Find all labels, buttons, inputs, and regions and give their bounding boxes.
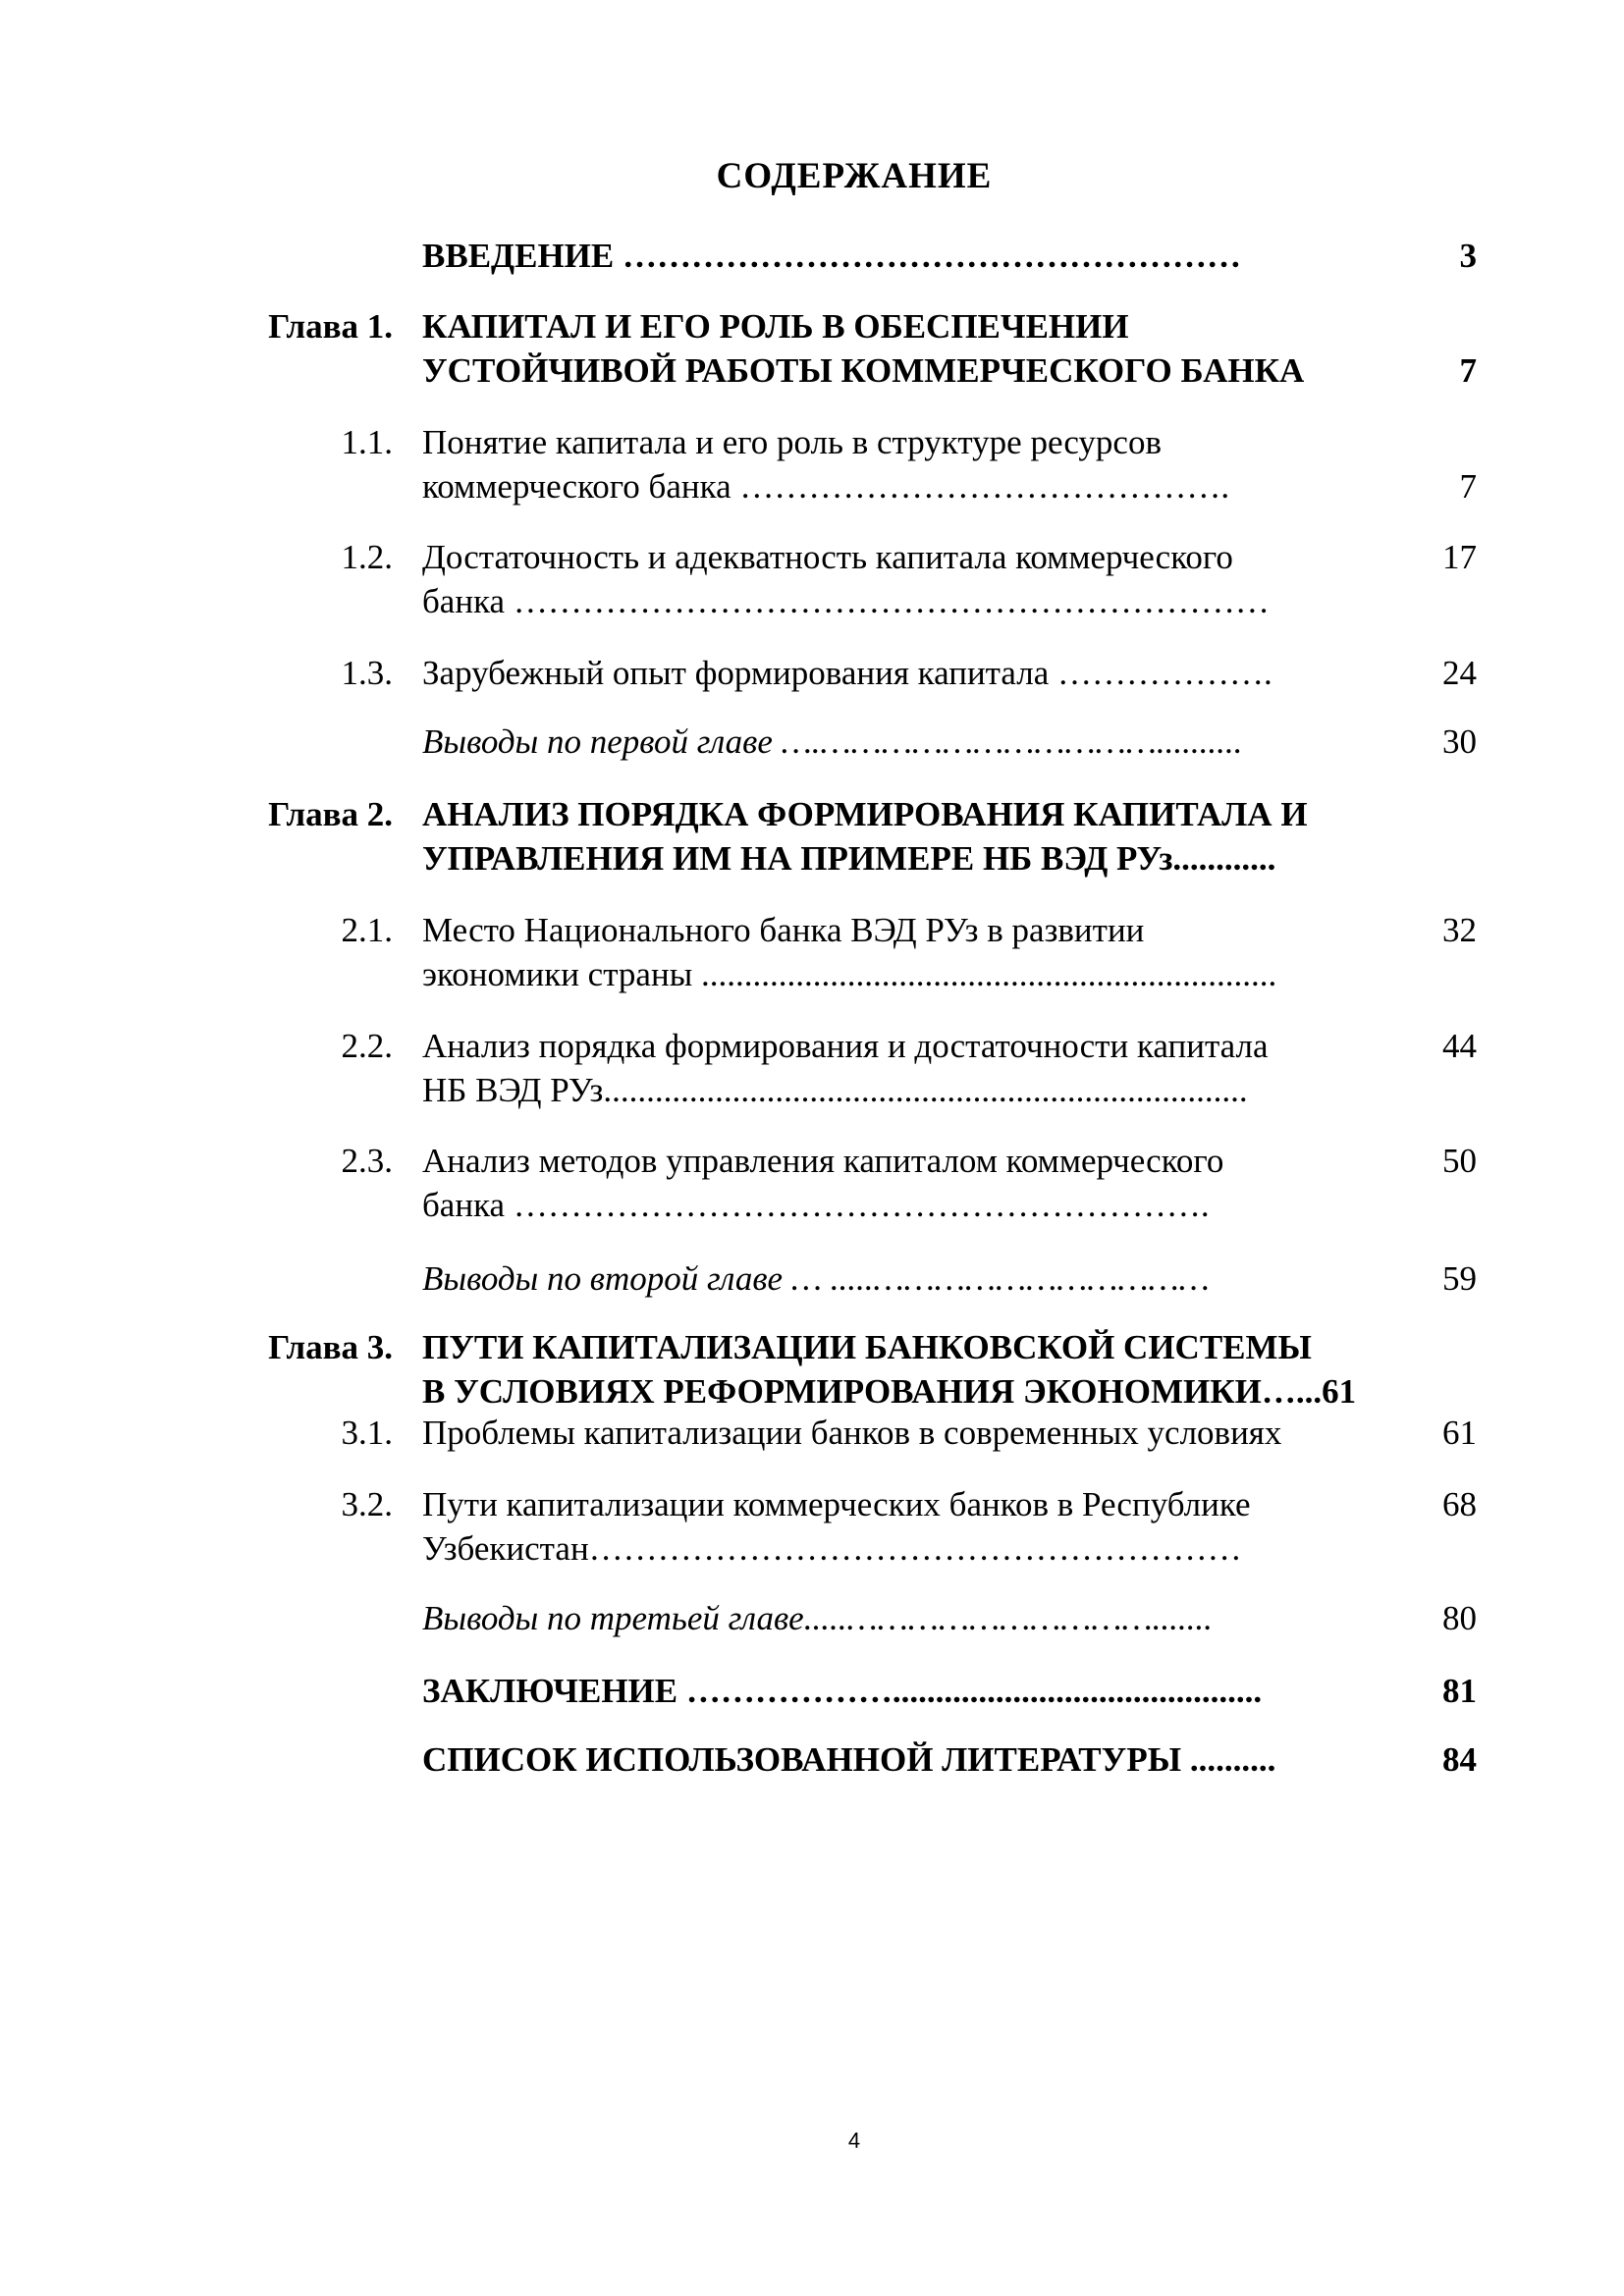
toc-entry-label: Глава 1.: [268, 307, 393, 346]
toc-entry-label: Глава 3.: [268, 1328, 393, 1366]
toc-entry-page: 61: [1442, 1414, 1477, 1452]
toc-entry-page: 44: [1442, 1027, 1477, 1065]
toc-entry-line: банка …………………………………………………………: [422, 582, 1270, 620]
toc-entry-line: Понятие капитала и его роль в структуре ресурсов: [422, 423, 1162, 461]
toc-entry-page: 80: [1442, 1599, 1477, 1637]
toc-entry-line: В УСЛОВИЯХ РЕФОРМИРОВАНИЯ ЭКОНОМИКИ…...61: [422, 1372, 1357, 1411]
toc-entry-line: Место Национального банка ВЭД РУз в развитии: [422, 911, 1145, 949]
toc-entry-line: ПУТИ КАПИТАЛИЗАЦИИ БАНКОВСКОЙ СИСТЕМЫ: [422, 1328, 1312, 1366]
toc-entry-text: [422, 304, 1384, 393]
toc-entry-text: [422, 420, 1384, 508]
toc-entry-text: [422, 792, 1384, 881]
toc-entry-label: 2.3.: [341, 1142, 393, 1180]
toc-entry-line: Зарубежный опыт формирования капитала ……………….: [422, 654, 1272, 692]
toc-entry-text: [422, 1482, 1384, 1571]
toc-entry-text: [422, 720, 1384, 764]
toc-entry-line: Анализ методов управления капиталом коммерческого: [422, 1142, 1224, 1180]
toc-title: СОДЕРЖАНИЕ: [716, 156, 993, 196]
toc-entry-line: коммерческого банка …………………………………….: [422, 467, 1230, 506]
toc-entry-line: УПРАВЛЕНИЯ ИМ НА ПРИМЕРЕ НБ ВЭД РУз............: [422, 839, 1276, 878]
toc-entry-label: 3.1.: [341, 1414, 393, 1452]
toc-entry-text: [422, 1256, 1384, 1301]
toc-entry-line: НБ ВЭД РУз...........................................................................: [422, 1071, 1248, 1109]
toc-entry-text: [422, 908, 1384, 996]
toc-entry-page: 32: [1442, 911, 1477, 949]
toc-entry-page: 59: [1442, 1259, 1477, 1298]
toc-entry-text: [422, 1325, 1384, 1414]
toc-entry-line: Выводы по третьей главе.....………………………….......: [422, 1599, 1213, 1637]
toc-entry-text: [422, 234, 1384, 278]
toc-entry-line: Достаточность и адекватность капитала коммерческого: [422, 538, 1233, 576]
toc-entry-line: Пути капитализации коммерческих банков в Республике: [422, 1485, 1251, 1523]
toc-entry-page: 50: [1442, 1142, 1477, 1180]
toc-entry-text: [422, 1411, 1384, 1455]
toc-entry-page: 81: [1442, 1672, 1477, 1710]
toc-entry-label: 1.2.: [341, 538, 393, 576]
toc-entry-text: [422, 1024, 1384, 1112]
toc-entry-page: 17: [1442, 538, 1477, 576]
toc-entry-line: экономики страны ...................................................................: [422, 955, 1277, 993]
toc-entry-text: [422, 1737, 1384, 1782]
toc-entry-line: УСТОЙЧИВОЙ РАБОТЫ КОММЕРЧЕСКОГО БАНКА: [422, 351, 1305, 390]
toc-entry-text: [422, 1669, 1384, 1713]
toc-entry-page: 3: [1459, 237, 1477, 275]
toc-entry-page: 7: [1459, 467, 1477, 506]
toc-entry-page: 84: [1442, 1740, 1477, 1779]
toc-entry-page: 7: [1459, 351, 1477, 390]
toc-entry-label: 3.2.: [341, 1485, 393, 1523]
toc-entry-page: 30: [1442, 722, 1477, 761]
toc-entry-line: банка …………………………………………………….: [422, 1186, 1210, 1224]
toc-entry-text: [422, 651, 1384, 695]
toc-entry-page: 68: [1442, 1485, 1477, 1523]
toc-entry-page: 24: [1442, 654, 1477, 692]
toc-entry-line: АНАЛИЗ ПОРЯДКА ФОРМИРОВАНИЯ КАПИТАЛА И: [422, 795, 1308, 833]
toc-entry-line: ЗАКЛЮЧЕНИЕ ………………...........................................: [422, 1672, 1263, 1710]
toc-entry-line: КАПИТАЛ И ЕГО РОЛЬ В ОБЕСПЕЧЕНИИ: [422, 307, 1129, 346]
toc-entry-text: [422, 1139, 1384, 1227]
toc-entry-label: Глава 2.: [268, 795, 393, 833]
toc-entry-line: ВВЕДЕНИЕ ………………………………………………: [422, 237, 1242, 275]
toc-entry-text: [422, 535, 1384, 623]
toc-entry-text: [422, 1596, 1384, 1640]
toc-entry-label: 1.3.: [341, 654, 393, 692]
toc-entry-line: Выводы по второй главе … .....……………………………: [422, 1259, 1210, 1298]
toc-entry-line: Выводы по первой главе ….……………………………..........: [422, 722, 1243, 761]
toc-entry-label: 1.1.: [341, 423, 393, 461]
toc-entry-line: СПИСОК ИСПОЛЬЗОВАННОЙ ЛИТЕРАТУРЫ ..........: [422, 1740, 1276, 1779]
toc-entry-line: Узбекистан…………………………………………………: [422, 1529, 1242, 1568]
toc-entry-label: 2.1.: [341, 911, 393, 949]
toc-entry-line: Анализ порядка формирования и достаточности капитала: [422, 1027, 1269, 1065]
toc-entry-label: 2.2.: [341, 1027, 393, 1065]
toc-entry-line: Проблемы капитализации банков в современных условиях: [422, 1414, 1282, 1452]
page-number: 4: [847, 2128, 861, 2153]
